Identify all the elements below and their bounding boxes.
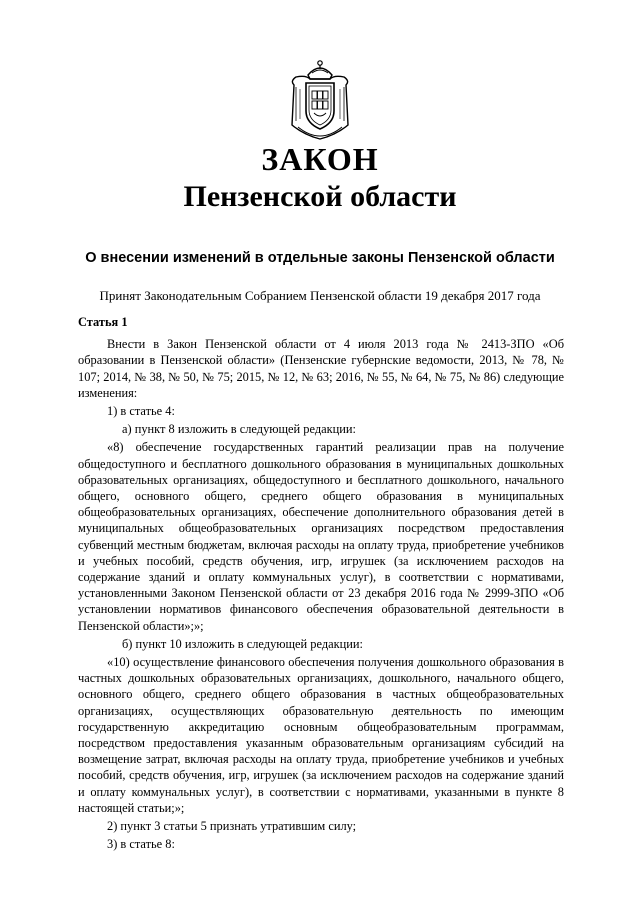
paragraph-point-8: «8) обеспечение государственных гарантий реализации прав на получение общедоступного и бесплатного дошкольного образования в муниципальных дошкольных образовательных организациях, общедоступного и бесплатного дошкольного, начального общего, основного общего, среднего общего образования в муниципальных общеобразовательных организациях, обеспечение дополнительного образования детей в муниципальных общеобразовательных организациях посредством предоставления субвенций местным бюджетам, включая расходы на оплату труда, приобретение учебников и учебных пособий, средств обучения, игр, игрушек (за исключением расходов на содержание зданий и оплату коммунальных услуг), в соответствии с нормативами, установленными Законом Пензенской области от 23 декабря 2016 года № 2999-ЗПО «Об установлении нормативов финансового обеспечения образовательной деятельности в Пензенской области»;»; bbox=[78, 440, 564, 633]
paragraph-point-10: «10) осуществление финансового обеспечения получения дошкольного образования в частных дошкольных образовательных организациях, дошкольного, начального общего, основного общего, среднего общего образования в частных общеобразовательных организациях, осуществляющих образовательную деятельность по имеющим государственную аккредитацию основным общеобразовательным программам, посредством предоставления указанным образовательным организациям субсидий на возмещение затрат, включая расходы на оплату труда, приобретение учебников и учебных пособий, средств обучения, игр, игрушек (за исключением расходов на содержание зданий и оплату коммунальных услуг), в соответствии с нормативами, указанными в пункте 8 настоящей статьи;»; bbox=[78, 655, 564, 815]
law-title: ЗАКОН bbox=[261, 141, 379, 177]
adoption-note: Принят Законодательным Собранием Пензенской области 19 декабря 2017 года bbox=[99, 288, 541, 303]
article-title: Статья 1 bbox=[78, 315, 128, 329]
law-region-subtitle: Пензенской области bbox=[183, 180, 457, 213]
coat-of-arms-emblem bbox=[286, 55, 354, 141]
paragraph-intro: Внести в Закон Пензенской области от 4 июля 2013 года № 2413-ЗПО «Об образовании в Пензенской области» (Пензенские губернские ведомости, 2013, № 78, № 107; 2014, № 38, № 50, № 75; 2015, № 12, № 63; 2016, № 55, № 64, № 75, № 86) следующие изменения: bbox=[78, 337, 564, 400]
paragraph-subitem-b: б) пункт 10 изложить в следующей редакции: bbox=[122, 636, 363, 651]
paragraph-item-1: 1) в статье 4: bbox=[107, 404, 175, 419]
paragraph-subitem-a: а) пункт 8 изложить в следующей редакции: bbox=[122, 422, 356, 437]
document-heading: О внесении изменений в отдельные законы Пензенской области bbox=[85, 250, 555, 266]
document-body bbox=[78, 314, 564, 853]
paragraph-item-2: 2) пункт 3 статьи 5 признать утратившим силу; bbox=[107, 819, 357, 834]
paragraph-item-3: 3) в статье 8: bbox=[107, 837, 175, 852]
